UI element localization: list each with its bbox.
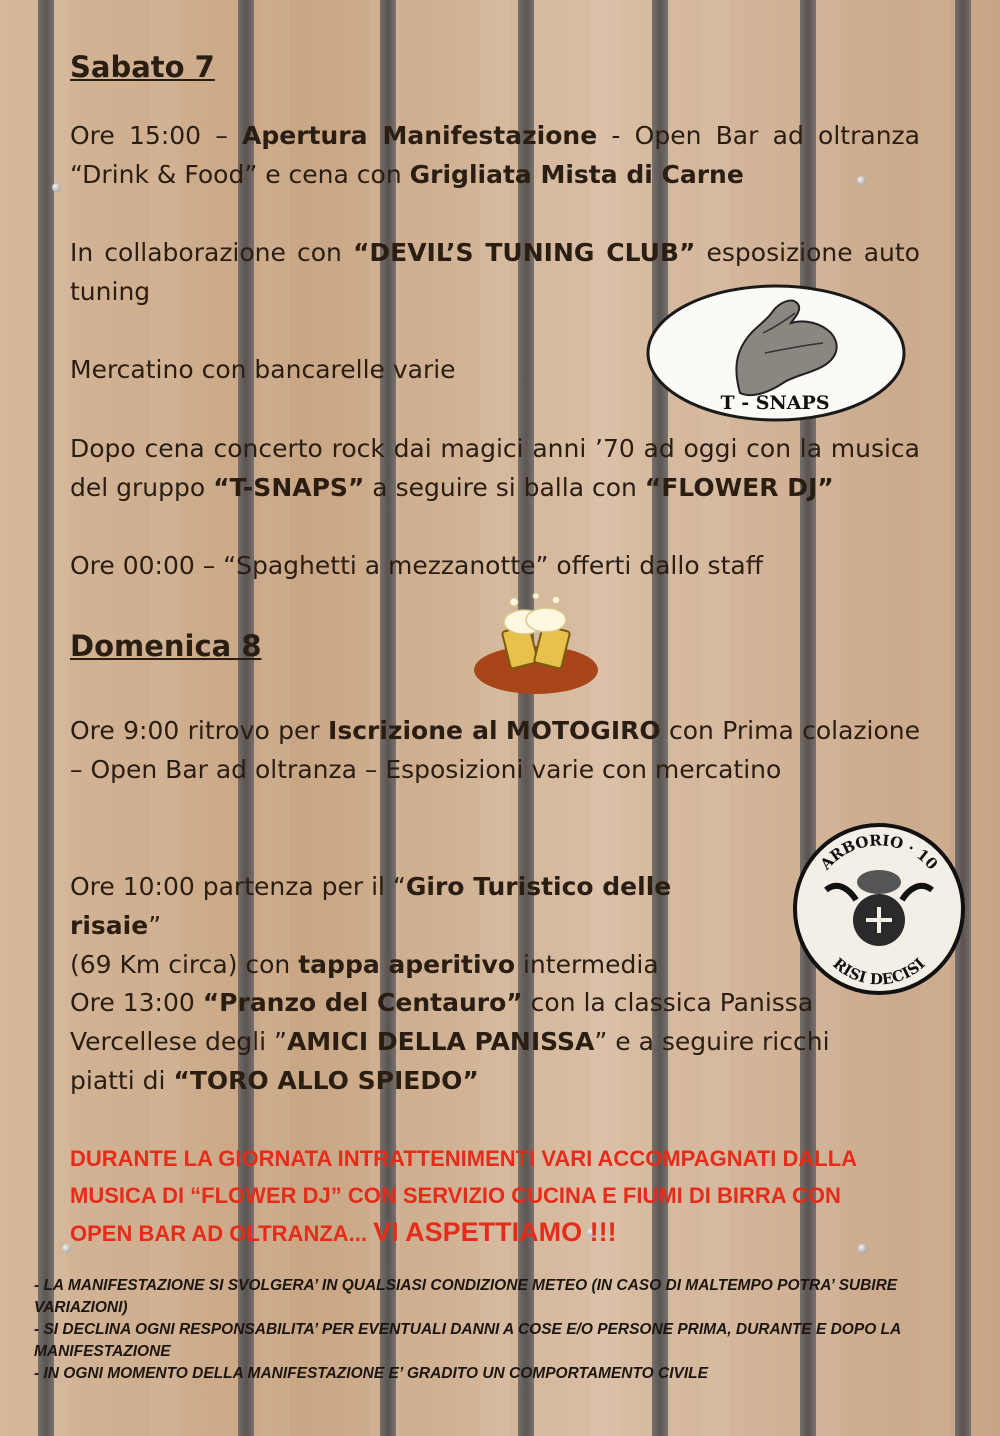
event-concert: Dopo cena concerto rock dai magici anni ’70 ad oggi con la musica del gruppo “T-SNAPS” a seguire si balla con “FLOWER DJ” [70,434,920,502]
risi-decisi-logo [786,820,972,998]
event-lunch: Ore 13:00 “Pranzo del Centauro” con la classica Panissa Vercellese degli ”AMICI DELLA PANISSA” e a seguire ricchi piatti di “TORO ALLO SPIEDO” [70,988,830,1095]
note-item: - SI DECLINA OGNI RESPONSABILITA’ PER EVENTUALI DANNI A COSE E/O PERSONE PRIMA, DURANTE E DOPO LA MANIFESTAZIONE [34,1321,901,1360]
day-heading-saturday: Sabato 7 [70,50,215,84]
event-tour: Ore 10:00 partenza per il “Giro Turistico delle risaie” (69 Km circa) con tappa aperitivo intermedia [70,872,672,979]
announcement: DURANTE LA GIORNATA INTRATTENIMENTI VARI ACCOMPAGNATI DALLA MUSICA DI “FLOWER DJ” CON SERVIZIO CUCINA E FIUMI DI BIRRA CON OPEN BAR AD OLTRANZA... VI ASPETTIAMO !!! [70,1146,858,1247]
note-item: - LA MANIFESTAZIONE SI SVOLGERA’ IN QUALSIASI CONDIZIONE METEO (IN CASO DI MALTEMPO POTRA’ SUBIRE VARIAZIONI) [34,1277,898,1316]
event-tuning: In collaborazione con “DEVIL’S TUNING CLUB” esposizione auto tuning [70,238,920,306]
event-opening: Ore 15:00 – Apertura Manifestazione - Open Bar ad oltranza “Drink & Food” e cena con Grigliata Mista di Carne [70,121,920,189]
plank-gap [38,0,54,1436]
event-market: Mercatino con bancarelle varie [70,355,456,384]
plank-gap [955,0,971,1436]
svg-text:RISI DECISI: RISI DECISI [829,954,929,989]
event-spaghetti: Ore 00:00 – “Spaghetti a mezzanotte” offerti dallo staff [70,551,763,580]
beer-mugs-icon [470,590,602,698]
nail-icon [52,183,61,192]
disclaimer-notes [34,1275,974,1385]
svg-text:ARBORIO · 10: ARBORIO · 10 [816,831,942,874]
day-heading-sunday: Domenica 8 [70,629,262,663]
event-motogiro: Ore 9:00 ritrovo per Iscrizione al MOTOGIRO con Prima colazione – Open Bar ad oltranza – Esposizioni varie con mercatino [70,716,921,784]
svg-text:T - SNAPS: T - SNAPS [720,392,830,414]
t-snaps-logo [645,283,907,423]
note-item: - IN OGNI MOMENTO DELLA MANIFESTAZIONE E’ GRADITO UN COMPORTAMENTO CIVILE [34,1365,708,1382]
